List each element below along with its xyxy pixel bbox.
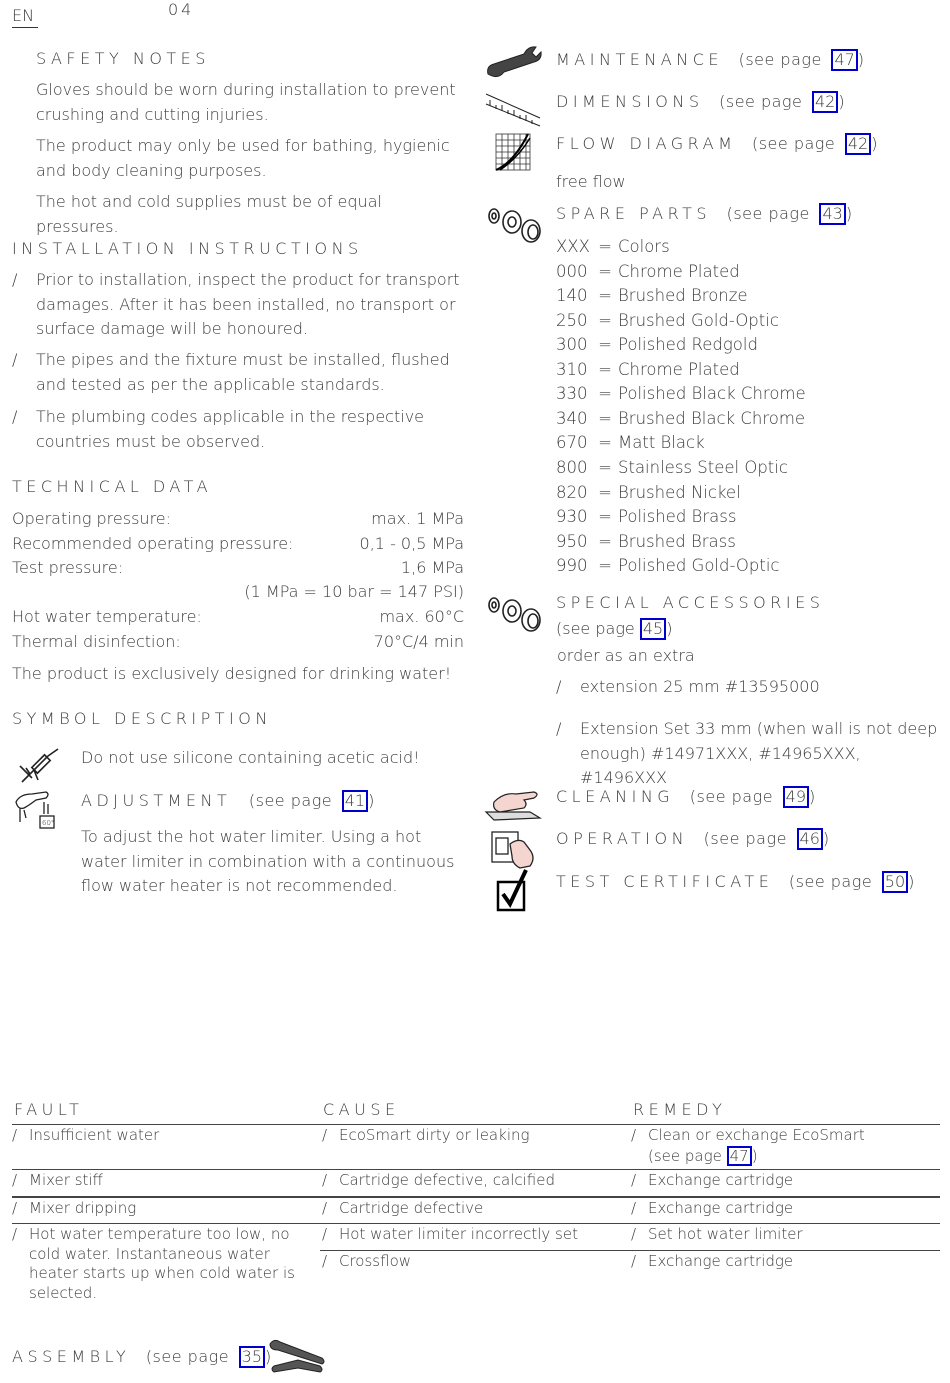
language-label: EN — [12, 6, 38, 28]
tech-label: Recommended operating pressure: — [12, 534, 294, 553]
operation-title — [556, 828, 829, 850]
equals-sign: = — [598, 408, 612, 428]
cause-text: Crossflow — [339, 1252, 412, 1270]
tech-label: Hot water temperature: — [12, 607, 202, 626]
accessory-item-text: extension 25 mm #13595000 — [580, 677, 820, 696]
color-row — [556, 384, 806, 403]
remedy-cell — [631, 1225, 931, 1247]
table-divider — [320, 1250, 940, 1251]
page-ref-prefix: (see page — [719, 92, 803, 111]
page-ref-prefix: (see page — [726, 204, 810, 223]
cause-text: Cartridge defective — [339, 1199, 484, 1217]
equals-sign: = — [598, 237, 612, 256]
fault-cell — [12, 1199, 312, 1221]
page-ref-close: ) — [871, 134, 878, 153]
cleaning-icon — [484, 784, 544, 822]
color-name: Polished Brass — [618, 507, 737, 527]
maintenance-title — [556, 49, 864, 71]
page-ref-link[interactable]: 47 — [727, 1146, 752, 1166]
color-name: Matt Black — [618, 433, 705, 453]
spare-parts-title-text: SPARE PARTS — [556, 204, 711, 223]
table-header-cause: CAUSE — [323, 1100, 400, 1119]
color-name: Polished Gold-Optic — [618, 556, 780, 576]
page-ref-prefix: (see page — [689, 787, 774, 806]
color-row — [556, 335, 758, 354]
color-row — [556, 360, 740, 379]
color-row — [556, 409, 805, 428]
installation-item-text: The plumbing codes applicable in the respective countries must be observed. — [36, 407, 424, 451]
color-row — [556, 237, 670, 256]
cause-text: Hot water limiter incorrectly set — [339, 1225, 578, 1243]
table-divider — [12, 1169, 940, 1170]
tech-label: Thermal disinfection: — [12, 632, 181, 651]
page-ref-prefix: (see page — [648, 1146, 722, 1165]
color-row — [556, 311, 779, 330]
free-flow-label: free flow — [556, 172, 626, 191]
cleaning-title-text: CLEANING — [556, 787, 675, 806]
fault-text: Mixer dripping — [29, 1199, 137, 1217]
page-ref-prefix: (see page — [738, 50, 822, 69]
checkmark-icon — [496, 868, 530, 912]
cause-cell — [322, 1171, 622, 1193]
page-ref-prefix: (see page — [788, 872, 873, 891]
page-ref-close: ) — [809, 787, 816, 806]
color-name: Polished Redgold — [618, 335, 758, 355]
silicone-warning: Do not use silicone containing acetic acid! — [81, 748, 420, 767]
bullet-slash: / — [631, 1225, 637, 1243]
assembly-title — [12, 1346, 271, 1368]
tech-value: 0,1 - 0,5 MPa — [359, 534, 464, 553]
color-name: Polished Black Chrome — [618, 384, 806, 404]
assembly-title-text: ASSEMBLY — [12, 1347, 131, 1366]
safety-note-pressure: The hot and cold supplies must be of equal pressures. — [36, 192, 382, 236]
page-ref-close: ) — [845, 204, 853, 223]
assembly-tools-icon — [268, 1336, 326, 1376]
remedy-text: Exchange cartridge — [648, 1199, 794, 1217]
bullet-slash: / — [631, 1199, 637, 1217]
page-ref-prefix: (see page — [703, 829, 787, 848]
operation-icon — [490, 824, 538, 870]
bullet-slash: / — [12, 270, 18, 289]
installation-item — [12, 268, 467, 342]
equals-sign: = — [598, 286, 612, 306]
remedy-cell — [631, 1171, 931, 1193]
fault-cell — [12, 1126, 312, 1148]
test-certificate-title — [556, 871, 914, 893]
equals-sign: = — [598, 457, 612, 477]
fault-cell — [12, 1225, 317, 1302]
color-row — [556, 556, 780, 575]
bullet-slash: / — [12, 1225, 18, 1243]
bullet-slash: / — [322, 1171, 328, 1189]
remedy-text: Exchange cartridge — [648, 1171, 794, 1189]
ruler-icon — [484, 90, 542, 128]
svg-text:60°: 60° — [42, 819, 55, 827]
cause-text: EcoSmart dirty or leaking — [339, 1126, 530, 1144]
remedy-cell — [631, 1126, 931, 1168]
tech-value: 1,6 MPa — [400, 558, 464, 577]
remedy-cell — [631, 1252, 931, 1274]
page-ref-close: ) — [265, 1347, 272, 1366]
operation-title-text: OPERATION — [556, 829, 689, 848]
equals-sign: = — [598, 359, 612, 379]
safety-note-gloves: Gloves should be worn during installation to prevent crushing and cutting injuries. — [36, 80, 456, 124]
special-accessories-title: SPECIAL ACCESSORIES — [556, 593, 825, 612]
order-extra-label: order as an extra — [557, 646, 695, 665]
page-ref-prefix: (see page — [248, 791, 333, 810]
table-header-fault: FAULT — [14, 1100, 84, 1119]
dimensions-title — [556, 91, 845, 113]
accessory-item-text: Extension Set 33 mm (when wall is not deep enough) #14971XXX, #14965XXX, #1496XXX — [580, 719, 938, 787]
color-code: 930 — [556, 507, 588, 527]
cause-cell — [322, 1252, 622, 1274]
adjustment-icon — [14, 788, 60, 832]
table-divider — [12, 1223, 940, 1224]
color-name: Brushed Brass — [618, 531, 736, 551]
symbol-description-title: SYMBOL DESCRIPTION — [12, 709, 272, 728]
page-ref-link[interactable]: 42 — [812, 91, 838, 113]
bullet-slash: / — [631, 1171, 637, 1189]
color-code: 990 — [556, 556, 588, 576]
color-code: 000 — [556, 261, 588, 281]
color-name: Brushed Gold-Optic — [618, 310, 779, 330]
table-divider — [12, 1196, 940, 1198]
tech-value: max. 60°C — [379, 607, 464, 626]
tech-value: max. 1 MPa — [371, 509, 464, 528]
adjustment-title-text: ADJUSTMENT — [81, 791, 232, 810]
cause-cell — [322, 1225, 622, 1247]
equals-sign: = — [598, 384, 612, 404]
color-name: Chrome Plated — [618, 261, 740, 281]
color-code: 300 — [556, 335, 588, 355]
fault-text: Mixer stiff — [29, 1171, 103, 1189]
bullet-slash: / — [12, 1171, 18, 1189]
bullet-slash: / — [631, 1252, 637, 1270]
bullet-slash: / — [631, 1126, 637, 1144]
spare-parts-title — [556, 203, 852, 225]
color-row — [556, 286, 748, 305]
accessory-item — [556, 675, 950, 700]
flow-diagram-title-text: FLOW DIAGRAM — [556, 134, 737, 153]
bullet-slash: / — [556, 677, 562, 696]
equals-sign: = — [598, 482, 612, 502]
page-ref-prefix: (see page — [556, 619, 635, 638]
page-ref-close: ) — [751, 1146, 758, 1165]
installation-item — [12, 348, 467, 398]
cause-cell — [322, 1126, 622, 1148]
adjustment-text: To adjust the hot water limiter. Using a hot water limiter in combination with a continuous flow water heater is not recommended. — [81, 827, 455, 895]
color-code: 140 — [556, 286, 588, 306]
accessories-icon — [486, 593, 544, 633]
bullet-slash: / — [12, 1199, 18, 1217]
color-name: Brushed Black Chrome — [618, 408, 806, 428]
page-ref-link[interactable]: 41 — [342, 790, 368, 812]
page-ref-link[interactable]: 49 — [783, 786, 809, 808]
table-divider — [12, 1124, 940, 1125]
cause-cell — [322, 1199, 622, 1221]
page-ref-link[interactable]: 43 — [819, 203, 845, 225]
silicone-gun-icon — [18, 746, 62, 786]
page-ref-close: ) — [857, 50, 865, 69]
installation-item — [12, 405, 467, 455]
tech-label: Operating pressure: — [12, 509, 172, 528]
equals-sign: = — [598, 335, 612, 355]
remedy-text — [648, 1126, 928, 1166]
page-ref-close: ) — [838, 92, 845, 111]
technical-data-title: TECHNICAL DATA — [12, 477, 213, 496]
color-code: 310 — [556, 359, 588, 379]
equals-sign: = — [598, 310, 612, 330]
color-name: Stainless Steel Optic — [618, 457, 788, 477]
remedy-text: Set hot water limiter — [648, 1225, 803, 1243]
bullet-slash: / — [322, 1252, 328, 1270]
safety-notes-title: SAFETY NOTES — [36, 49, 210, 68]
bullet-slash: / — [556, 719, 562, 738]
fault-text: Hot water temperature too low, no cold water. Instantaneous water heater starts up when cold water is selected. — [29, 1225, 295, 1302]
color-code: 950 — [556, 531, 588, 551]
tech-label: Test pressure: — [12, 558, 124, 577]
color-code: 340 — [556, 408, 588, 428]
page-ref-link[interactable]: 47 — [831, 49, 857, 71]
tech-value: 70°C/4 min — [373, 632, 464, 651]
flow-diagram-icon — [494, 132, 532, 172]
bullet-slash: / — [322, 1225, 328, 1243]
wrench-icon — [484, 44, 542, 80]
tech-value: (1 MPa = 10 bar = 147 PSI) — [244, 582, 464, 601]
remedy-text: Exchange cartridge — [648, 1252, 794, 1270]
bullet-slash: / — [12, 1126, 18, 1144]
maintenance-title-text: MAINTENANCE — [556, 50, 723, 69]
color-row — [556, 433, 705, 452]
color-name: Brushed Bronze — [618, 286, 748, 306]
bullet-slash: / — [322, 1199, 328, 1217]
page-ref-close: ) — [908, 872, 915, 891]
page-ref-link[interactable]: 45 — [640, 618, 666, 640]
equals-sign: = — [598, 507, 612, 527]
flow-diagram-title — [556, 133, 877, 155]
page-ref-close: ) — [666, 619, 673, 638]
adjustment-title — [81, 790, 374, 812]
color-row — [556, 262, 740, 281]
remedy-text-main: Clean or exchange EcoSmart — [648, 1126, 865, 1144]
drinking-water-note: The product is exclusively designed for drinking water! — [12, 664, 452, 683]
page-ref-close: ) — [822, 829, 830, 848]
equals-sign: = — [598, 556, 612, 576]
bullet-slash: / — [12, 350, 18, 369]
test-certificate-title-text: TEST CERTIFICATE — [556, 872, 774, 891]
color-row — [556, 532, 736, 551]
page-ref-close: ) — [368, 791, 375, 810]
accessory-item — [556, 717, 950, 787]
color-code: XXX — [556, 237, 590, 256]
bullet-slash: / — [322, 1126, 328, 1144]
page-ref-prefix: (see page — [751, 134, 836, 153]
page-ref-prefix: (see page — [145, 1347, 230, 1366]
color-code: 670 — [556, 433, 588, 453]
spare-parts-icon — [486, 204, 544, 244]
installation-item-text: Prior to installation, inspect the product for transport damages. After it has been installed, no transport or surface damage will be honoured. — [36, 270, 460, 338]
color-code: 820 — [556, 482, 588, 502]
color-code: 250 — [556, 310, 588, 330]
bullet-slash: / — [12, 407, 18, 426]
equals-sign: = — [598, 531, 612, 551]
table-header-remedy: REMEDY — [633, 1100, 727, 1119]
fault-cell — [12, 1171, 312, 1193]
equals-sign: = — [598, 433, 612, 453]
color-name: Brushed Nickel — [618, 482, 741, 502]
safety-note-usage: The product may only be used for bathing, hygienic and body cleaning purposes. — [36, 136, 450, 180]
color-name: Colors — [618, 237, 670, 256]
dimensions-title-text: DIMENSIONS — [556, 92, 704, 111]
color-row — [556, 483, 741, 502]
color-row — [556, 458, 788, 477]
color-name: Chrome Plated — [618, 359, 740, 379]
color-row — [556, 507, 736, 526]
cause-text: Cartridge defective, calcified — [339, 1171, 555, 1189]
color-code: 800 — [556, 457, 588, 477]
special-accessories-pageref — [556, 618, 672, 640]
color-code: 330 — [556, 384, 588, 404]
page-ref-link[interactable]: 50 — [882, 871, 908, 893]
cleaning-title — [556, 786, 815, 808]
installation-item-text: The pipes and the fixture must be installed, flushed and tested as per the applicable standards. — [36, 350, 450, 394]
page-ref-link[interactable]: 46 — [797, 828, 823, 850]
page-number: 04 — [168, 0, 195, 19]
remedy-cell — [631, 1199, 931, 1221]
fault-text: Insufficient water — [29, 1126, 160, 1144]
page-ref-link[interactable]: 35 — [239, 1346, 265, 1368]
equals-sign: = — [598, 261, 612, 281]
installation-title: INSTALLATION INSTRUCTIONS — [12, 239, 363, 258]
page-ref-link[interactable]: 42 — [845, 133, 871, 155]
